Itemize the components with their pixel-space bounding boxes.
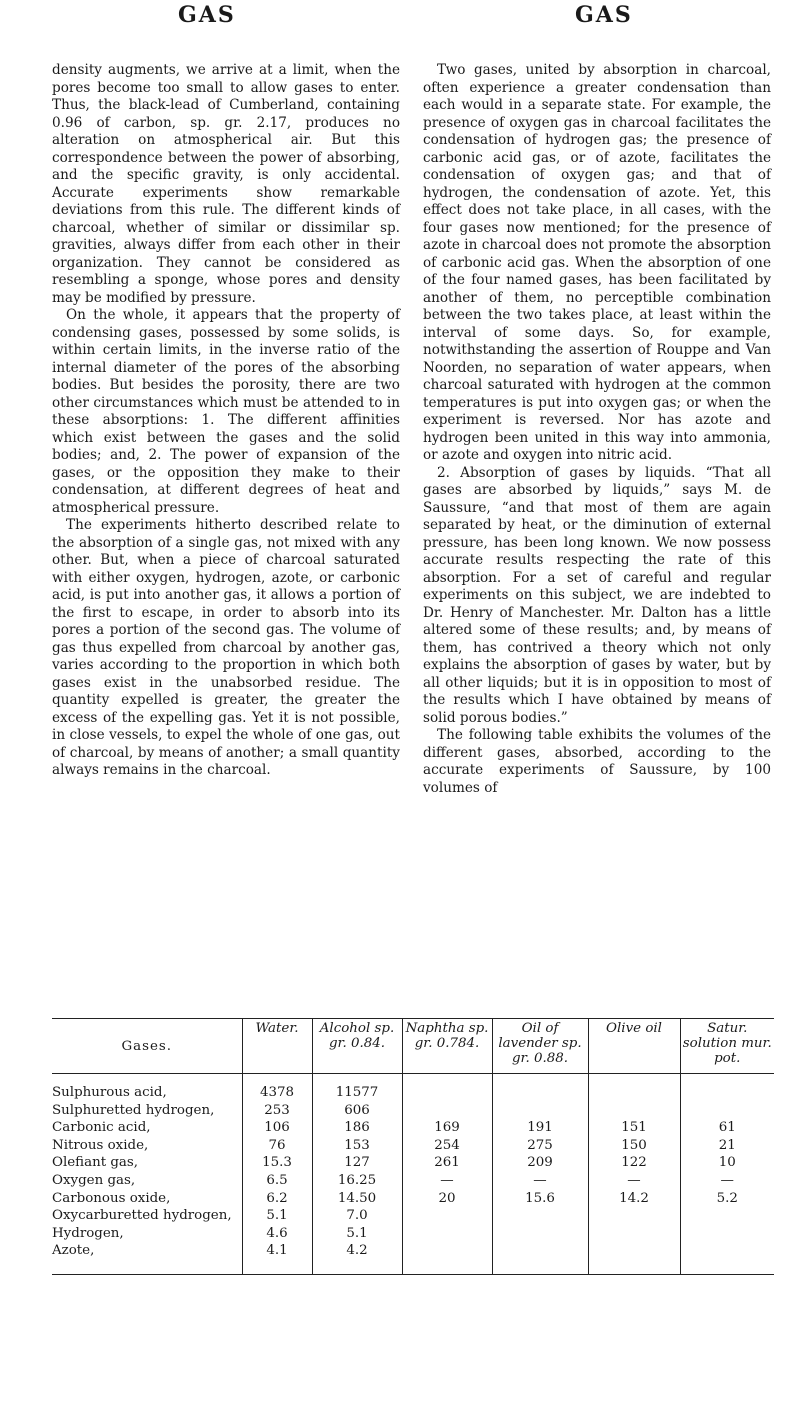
- value-cell: —: [402, 1172, 492, 1190]
- value-cell: 7.0: [312, 1207, 402, 1225]
- table-row: [52, 1102, 774, 1120]
- column-header: Naphtha sp. gr. 0.784.: [402, 1019, 492, 1074]
- gas-name-cell: Sulphurous acid,: [52, 1085, 167, 1100]
- value-cell: 76: [242, 1137, 312, 1155]
- value-cell: 4.2: [312, 1242, 402, 1274]
- value-cell: [402, 1242, 492, 1274]
- table-row: [52, 1207, 774, 1225]
- value-cell: 4.6: [242, 1225, 312, 1243]
- value-cell: 151: [588, 1119, 680, 1137]
- value-cell: [402, 1074, 492, 1102]
- value-cell: 14.2: [588, 1190, 680, 1208]
- value-cell: 150: [588, 1137, 680, 1155]
- value-cell: [402, 1207, 492, 1225]
- value-cell: 4.1: [242, 1242, 312, 1274]
- value-cell: 122: [588, 1154, 680, 1172]
- value-cell: [680, 1207, 774, 1225]
- column-header: Gases.: [52, 1019, 242, 1074]
- value-cell: [492, 1225, 588, 1243]
- value-cell: 61: [680, 1119, 774, 1137]
- left-column: [52, 62, 400, 780]
- running-head-right: GAS: [575, 2, 633, 28]
- gas-name-cell: Sulphuretted hydrogen,: [52, 1102, 215, 1118]
- value-cell: 15.6: [492, 1190, 588, 1208]
- value-cell: [492, 1207, 588, 1225]
- value-cell: [402, 1102, 492, 1120]
- value-cell: [588, 1207, 680, 1225]
- paragraph: On the whole, it appears that the property of condensing gases, possessed by some solids, is within certain limits, in the inverse ratio of the internal diameter of the pores of the absorbing bodies. But besides the porosity, there are two other circumstances which must be attended to in these absorptions: 1. The different affinities which exist between the gases and the solid bodies; and, 2. The power of expansion of the gases, or the opposition they make to their condensation, at different degrees of heat and atmospherical pressure.: [52, 307, 400, 516]
- value-cell: 191: [492, 1119, 588, 1137]
- value-cell: 5.1: [312, 1225, 402, 1243]
- paragraph: density augments, we arrive at a limit, when the pores become too small to allow gases to enter. Thus, the black-lead of Cumberland, containing 0.96 of carbon, sp. gr. 2.17, produces no alteration on atmospherical air. But this correspondence between the power of absorbing, and the specific gravity, is only accidental. Accurate experiments show remarkable deviations from this rule. The different kinds of charcoal, whether of similar or dissimilar sp. gravities, always differ from each other in their organization. They cannot be considered as resembling a sponge, whose pores and density may be modified by pressure.: [52, 62, 400, 306]
- table-row: [52, 1154, 774, 1172]
- value-cell: 21: [680, 1137, 774, 1155]
- table-row: [52, 1137, 774, 1155]
- table-header-row: [52, 1019, 774, 1074]
- value-cell: 261: [402, 1154, 492, 1172]
- table-row: [52, 1074, 774, 1102]
- value-cell: 106: [242, 1119, 312, 1137]
- paragraph: 2. Absorption of gases by liquids. “That all gases are absorbed by liquids,” says M. de Saussure, “and that most of them are again separated by heat, or the diminution of external pressure, has been long known. We now possess accurate results respecting the rate of this absorption. For a set of careful and regular experiments on this subject, we are indebted to Dr. Henry of Manchester. Mr. Dalton has a little altered some of these results; and, by means of them, has contrived a theory which not only explains the absorption of gases by water, but by all other liquids; but it is in opposition to most of the results which I have obtained by means of solid porous bodies.”: [423, 464, 771, 726]
- value-cell: [588, 1074, 680, 1102]
- value-cell: [492, 1102, 588, 1120]
- value-cell: 275: [492, 1137, 588, 1155]
- value-cell: —: [588, 1172, 680, 1190]
- table-row: [52, 1225, 774, 1243]
- gas-name-cell: Carbonic acid,: [52, 1120, 151, 1136]
- value-cell: —: [680, 1172, 774, 1190]
- table-row: [52, 1242, 774, 1274]
- running-head-left: GAS: [178, 2, 236, 28]
- value-cell: 4378: [242, 1074, 312, 1102]
- table-row: [52, 1119, 774, 1137]
- value-cell: 15.3: [242, 1154, 312, 1172]
- value-cell: 5.2: [680, 1190, 774, 1208]
- value-cell: 14.50: [312, 1190, 402, 1208]
- value-cell: 16.25: [312, 1172, 402, 1190]
- gas-name-cell: Oxycarburetted hydrogen,: [52, 1208, 232, 1224]
- value-cell: [680, 1102, 774, 1120]
- value-cell: 606: [312, 1102, 402, 1120]
- value-cell: 6.5: [242, 1172, 312, 1190]
- column-header: Olive oil: [588, 1019, 680, 1074]
- gas-name-cell: Carbonous oxide,: [52, 1190, 171, 1206]
- gas-name-cell: Oxygen gas,: [52, 1172, 136, 1188]
- gas-name-cell: Nitrous oxide,: [52, 1137, 149, 1153]
- value-cell: 5.1: [242, 1207, 312, 1225]
- column-header: Alcohol sp. gr. 0.84.: [312, 1019, 402, 1074]
- value-cell: [402, 1225, 492, 1243]
- value-cell: 186: [312, 1119, 402, 1137]
- value-cell: 10: [680, 1154, 774, 1172]
- column-header: Water.: [242, 1019, 312, 1074]
- value-cell: 127: [312, 1154, 402, 1172]
- value-cell: [680, 1074, 774, 1102]
- value-cell: 6.2: [242, 1190, 312, 1208]
- column-header: Satur. solution mur. pot.: [680, 1019, 774, 1074]
- value-cell: 254: [402, 1137, 492, 1155]
- table-row: [52, 1172, 774, 1190]
- running-header: [0, 0, 800, 40]
- value-cell: 153: [312, 1137, 402, 1155]
- table-row: [52, 1190, 774, 1208]
- value-cell: [492, 1074, 588, 1102]
- value-cell: [680, 1225, 774, 1243]
- value-cell: 209: [492, 1154, 588, 1172]
- paragraph: The following table exhibits the volumes of the different gases, absorbed, according to the accurate experiments of Saussure, by 100 volumes of: [423, 727, 771, 796]
- gas-name-cell: Azote,: [52, 1242, 242, 1274]
- right-column: [423, 62, 771, 797]
- value-cell: 169: [402, 1119, 492, 1137]
- value-cell: [588, 1102, 680, 1120]
- paragraph: The experiments hitherto described relate to the absorption of a single gas, not mixed with any other. But, when a piece of charcoal saturated with either oxygen, hydrogen, azote, or carbonic acid, is put into another gas, it allows a portion of the first to escape, in order to absorb into its pores a portion of the second gas. The volume of gas thus expelled from charcoal by another gas, varies according to the proportion in which both gases exist in the unabsorbed residue. The quantity expelled is greater, the greater the excess of the expelling gas. Yet it is not possible, in close vessels, to expel the whole of one gas, out of charcoal, by means of another; a small quantity always remains in the charcoal.: [52, 517, 400, 778]
- value-cell: [588, 1225, 680, 1243]
- gas-name-cell: Olefiant gas,: [52, 1155, 139, 1171]
- gas-absorption-table: [52, 1018, 774, 1275]
- value-cell: [680, 1242, 774, 1274]
- column-header: Oil of lavender sp. gr. 0.88.: [492, 1019, 588, 1074]
- value-cell: 253: [242, 1102, 312, 1120]
- value-cell: [588, 1242, 680, 1274]
- value-cell: —: [492, 1172, 588, 1190]
- gas-name-cell: Hydrogen,: [52, 1225, 124, 1241]
- value-cell: 11577: [312, 1074, 402, 1102]
- value-cell: [492, 1242, 588, 1274]
- paragraph: Two gases, united by absorption in charcoal, often experience a greater condensation than each would in a separate state. For example, the presence of oxygen gas in charcoal facilitates the condensation of hydrogen gas; the presence of carbonic acid gas, or of azote, facilitates the condensation of oxygen gas; and that of hydrogen, the condensation of azote. Yet, this effect does not take place, in all cases, with the four gases now mentioned; for the presence of azote in charcoal does not promote the absorption of carbonic acid gas. When the absorption of one of the four named gases, has been facilitated by another of them, no perceptible combination between the two takes place, at least within the interval of some days. So, for example, notwithstanding the assertion of Rouppe and Van Noorden, no separation of water appears, when charcoal saturated with hydrogen at the common temperatures is put into oxygen gas; or when the experiment is reversed. Nor has azote and hydrogen been united in this way into ammonia, or azote and oxygen into nitric acid.: [423, 62, 771, 463]
- value-cell: 20: [402, 1190, 492, 1208]
